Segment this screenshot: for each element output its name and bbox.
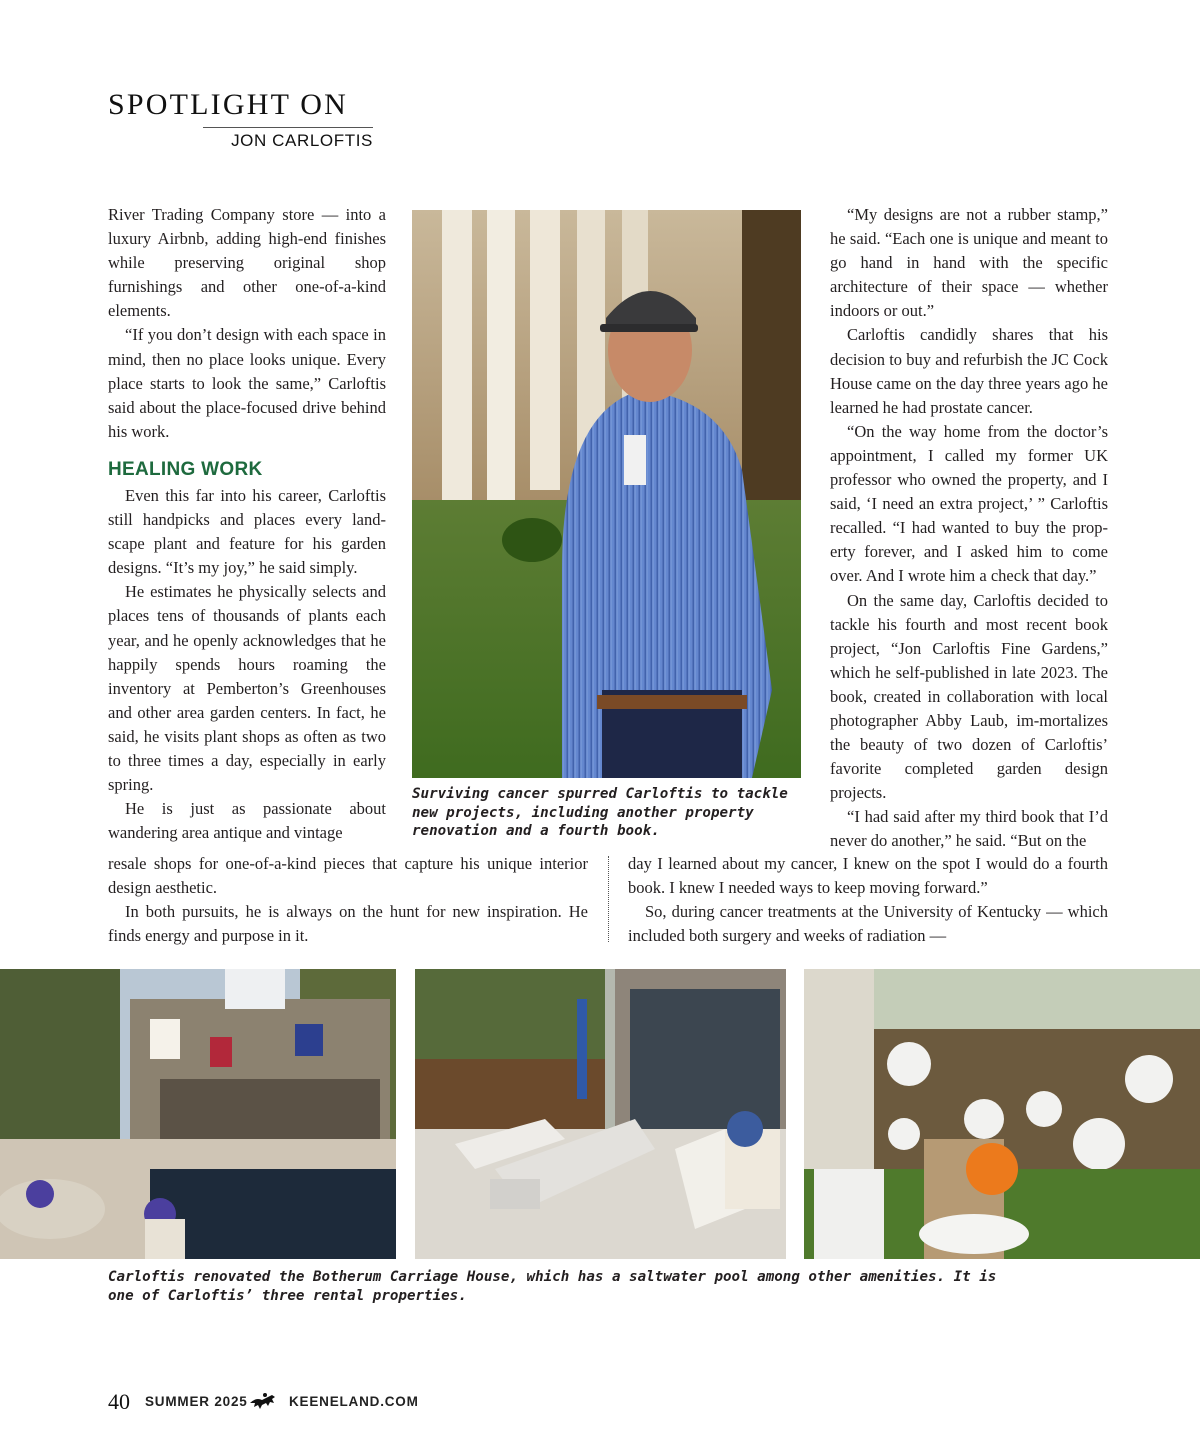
pool-house-photo: [0, 969, 396, 1259]
fence-garden-photo: [804, 969, 1200, 1259]
header-rule: [203, 127, 373, 128]
paragraph: day I learned about my cancer, I knew on the spot I would do a fourth book. I knew I needed ways to keep moving forward.”: [628, 854, 1108, 898]
right-span-text: [628, 852, 1108, 948]
left-column: [108, 203, 386, 845]
paragraph: He is just as passionate about wandering area antique and vintage: [108, 799, 386, 843]
horse-and-jockey-icon: [248, 1391, 280, 1411]
paragraph: “If you don’t design with each space in mind, then no place looks unique. Every place starts to look the same,” Carloftis said about the place-focused drive behind his work.: [108, 325, 386, 441]
right-column: [830, 203, 1108, 854]
paragraph: resale shops for one-of-a-kind pieces that capture his unique interior design aesthetic.: [108, 854, 588, 898]
site-url: KEENELAND.COM: [289, 1394, 419, 1409]
paragraph: On the same day, Carloftis decided to tackle his fourth and most recent book project, “Jon Carloftis Fine Gardens,” which he self-published in late 2023. The book, created in collaboration with local photographer Abby Laub, im-mortalizes the beauty of two dozen of Carloftis’ favorite completed garden design projects.: [830, 590, 1108, 803]
section-kicker: SPOTLIGHT ON: [108, 88, 349, 121]
paragraph: So, during cancer treatments at the University of Kentucky — which included both surgery and weeks of radiation —: [628, 902, 1108, 946]
paragraph: In both pursuits, he is always on the hunt for new inspiration. He finds energy and purpose in it.: [108, 902, 588, 946]
patio-loungers-photo: [415, 969, 786, 1259]
section-heading: HEALING WORK: [108, 458, 263, 480]
page-number: 40: [108, 1389, 130, 1414]
paragraph: “I had said after my third book that I’d never do another,” he said. “But on the: [830, 807, 1108, 851]
issue-label: SUMMER 2025: [145, 1394, 248, 1409]
photo-caption: Carloftis renovated the Botherum Carriage House, which has a saltwater pool among other amenities. It is one of Carloftis’ three rental properties.: [108, 1269, 997, 1304]
paragraph: Carloftis candidly shares that his decision to buy and refurbish the JC Cock House came on the day three years ago he learned he had prostate cancer.: [830, 325, 1108, 417]
paragraph: River Trading Company store — into a luxury Airbnb, adding high-end finishes while preserving original shop furnishings and other one-of-a-kind elements.: [108, 205, 386, 321]
column-divider: [608, 856, 609, 942]
paragraph: “My designs are not a rubber stamp,” he said. “Each one is unique and meant to go hand in hand with the specific architecture of their space — whether indoors or out.”: [830, 205, 1108, 321]
portrait-photo: [412, 210, 801, 778]
paragraph: He estimates he physically selects and places tens of thousands of plants each year, and he openly acknowledges that he happily spends hours roaming the inventory at Pemberton’s Greenhouses and other area garden centers. In fact, he said, he visits plant shops as often as two to three times a day, especially in early spring.: [108, 582, 386, 795]
section-subject: JON CARLOFTIS: [231, 131, 373, 150]
left-span-text: [108, 852, 588, 948]
paragraph: Even this far into his career, Carloftis still handpicks and places every land-scape plant and feature for his garden designs. “It’s my joy,” he said simply.: [108, 485, 386, 578]
portrait-caption: Surviving cancer spurred Carloftis to tackle new projects, including another property renovation and a fourth book.: [412, 786, 788, 839]
paragraph: “On the way home from the doctor’s appointment, I called my former UK professor who owned the property, and I said, ‘I need an extra project,’ ” Carloftis recalled. “I had wanted to buy the prop-erty forever, and I asked him to come over. And I wrote him a check that day.”: [830, 421, 1108, 586]
